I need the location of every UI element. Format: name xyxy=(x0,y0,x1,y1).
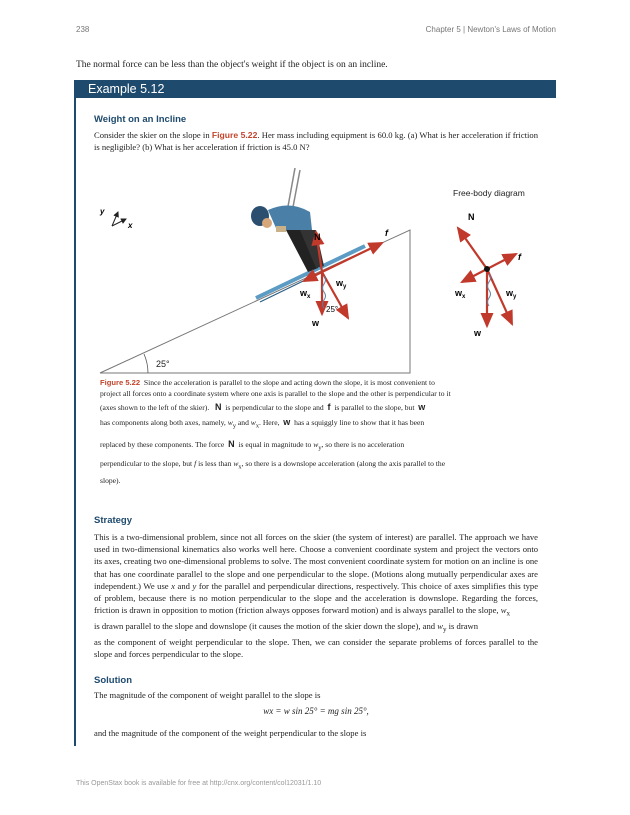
solution-line1: The magnitude of the component of weight parallel to the slope is xyxy=(94,690,321,700)
label-f: f xyxy=(385,228,388,238)
fbd-label-wx: $w_x$ xyxy=(455,288,466,300)
example-left-border xyxy=(74,98,76,746)
free-body-diagram xyxy=(454,212,522,338)
fbd-wx-arrow xyxy=(462,269,487,282)
label-w: w xyxy=(312,318,320,328)
skier-jacket xyxy=(268,205,312,232)
intro-text: The normal force can be less than the object's weight if the object is on an incline. xyxy=(76,60,388,70)
footer-note: This OpenStax book is available for free at http://cnx.org/content/col12031/1.10 xyxy=(76,780,322,787)
chapter-title: Chapter 5 | Newton's Laws of Motion xyxy=(425,25,556,34)
fbd-label-w: w xyxy=(474,328,482,338)
figure-caption: Figure 5.22 Since the acceleration is parallel to the slope and acting down the slope, it is most convenient to project all forces onto a coordinate system where one axis is parallel to the slope and the other is perpendicular to it (axes shown to the left of the skier). N is perpendicular to the slope and f is parallel to the slope, but w has components along both axes, namely, $w_y$ and $w_x$. Here, w has a squiggly line to show that it has been replaced by these components. The force N is equal in magnitude to $w_y$, so there is no acceleration perpendicular to the slope, but f is less than $w_x$, so there is a downslope acceleration (along the axis parallel to the slope). xyxy=(100,378,451,485)
x-axis-label: x xyxy=(128,221,133,230)
strategy-text: This is a two-dimensional problem, since not all forces on the skier (the system of interest) are parallel. The approach we have used in two-dimensional kinematics also works well here. Choose a convenient coordinate system and project the vectors onto its axes, creating two one-dimensional problems to solve. The most convenient coordinate system for motion on an incline is one that has one coordinate parallel to the slope and one perpendicular to the slope. (Motions along mutually perpendicular axes are independent.) We use x and y for the parallel and perpendicular directions, respectively. This choice of axes simplifies this type of problem, because there is no motion perpendicular to the slope and the acceleration is downslope. Regarding the forces, friction is drawn in opposition to motion (friction always opposes forward motion) and is always parallel to the slope, $w_x$ is drawn parallel to the slope and downslope (it causes the motion of the skier down the slope), and $w_y$ is drawn as the component of weight perpendicular to the slope. Then, we can consider the separate problems of forces parallel to the slope and forces perpendicular to the slope. xyxy=(94,532,539,660)
fbd-title: Free-body diagram xyxy=(453,188,525,198)
solution-heading: Solution xyxy=(94,675,132,686)
skier-figure xyxy=(90,168,540,378)
angle-label-small: 25° xyxy=(326,305,339,314)
figure-link[interactable]: Figure 5.22 xyxy=(211,130,258,140)
solution-line2: and the magnitude of the component of the weight perpendicular to the slope is xyxy=(94,728,367,738)
fbd-label-wy: $w_y$ xyxy=(506,288,517,300)
strategy-heading: Strategy xyxy=(94,515,133,526)
label-wx: $w_x$ xyxy=(300,288,311,300)
angle-label: 25° xyxy=(156,359,170,369)
label-N: N xyxy=(314,232,321,242)
fbd-label-f: f xyxy=(518,252,521,262)
page-number: 238 xyxy=(76,25,90,34)
caption-label: Figure 5.22 xyxy=(100,378,141,387)
angle-arc xyxy=(144,354,148,373)
problem-text: Consider the skier on the slope in Figure 5.22. Her mass including equipment is 60.0 kg. (a) What is her acceleration if friction is negligible? (b) What is her acceleration if friction is 45.0 N? xyxy=(94,130,539,153)
example-heading: Weight on an Incline xyxy=(94,114,187,125)
example-banner xyxy=(74,80,556,98)
fbd-normal-arrow xyxy=(458,228,487,269)
label-wy: $w_y$ xyxy=(336,278,347,290)
friction-arrow xyxy=(322,243,382,272)
y-axis-label: y xyxy=(100,207,105,216)
fbd-point xyxy=(484,266,490,272)
fbd-friction-arrow xyxy=(487,254,516,269)
fbd-label-N: N xyxy=(468,212,475,222)
example-title: Example 5.12 xyxy=(88,82,165,96)
solution-equation: wx = w sin 25° = mg sin 25°, xyxy=(263,706,369,716)
